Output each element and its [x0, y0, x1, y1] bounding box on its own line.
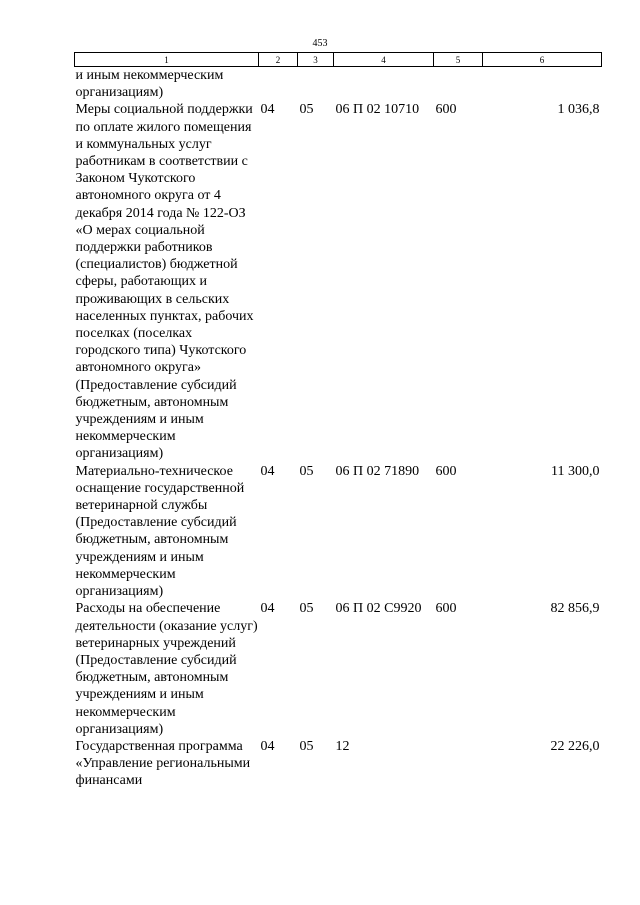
page-number: 453: [312, 38, 328, 49]
row-amount: 11 300,0: [551, 463, 600, 479]
row-section: 04: [260, 102, 275, 118]
table-row: [75, 600, 602, 738]
row-section: 04: [260, 601, 275, 617]
row-subsection: [298, 67, 334, 102]
row-subsection: 05: [299, 601, 314, 617]
row-name: Государственная программа «Управление региональными финансами: [75, 738, 251, 789]
row-target: 06 П 02 71890: [335, 463, 420, 479]
row-expense-type: 600: [435, 463, 457, 479]
budget-table: [74, 52, 602, 790]
table-header: [75, 53, 602, 67]
row-subsection: 05: [299, 463, 314, 479]
row-expense-type: 600: [435, 102, 457, 118]
row-name: Расходы на обеспечение деятельности (оказание услуг) ветеринарных учреждений (Предоставление субсидий бюджетным, автономным учреждениям и иным некоммерческим организациям): [75, 601, 258, 737]
row-section: [259, 67, 298, 102]
row-expense-type: [434, 67, 483, 102]
row-section: 04: [260, 463, 275, 479]
header-col-2: 2: [259, 53, 298, 67]
row-target: 06 П 02 С9920: [335, 601, 422, 617]
header-col-5: 5: [434, 53, 483, 67]
row-expense-type: [434, 738, 483, 790]
row-target: 12: [335, 738, 350, 754]
row-subsection: 05: [299, 738, 314, 754]
table-row: [75, 101, 602, 462]
table-body: [75, 67, 602, 790]
row-amount: 1 036,8: [557, 102, 600, 118]
row-name: и иным некоммерческим организациям): [75, 68, 224, 101]
row-amount: 82 856,9: [550, 601, 600, 617]
row-name: Меры социальной поддержки по оплате жилого помещения и коммунальных услуг работникам в соответствии с Законом Чукотского автономного округа от 4 декабря 2014 года № 122-ОЗ «О мерах социальной поддержки работников (специалистов) бюджетной сферы, работающих и проживающих в сельских населенных пунктах, рабочих поселках (поселках городского типа) Чукотского автономного округа» (Предоставление субсидий бюджетным, автономным учреждениям и иным некоммерческим организациям): [75, 102, 254, 462]
row-expense-type: 600: [435, 601, 457, 617]
header-col-3: 3: [298, 53, 334, 67]
row-amount: [483, 67, 602, 102]
row-name: Материально-техническое оснащение государственной ветеринарной службы (Предоставление субсидий бюджетным, автономным учреждениям и иным некоммерческим организациям): [75, 463, 245, 600]
header-col-6: 6: [483, 53, 602, 67]
table-row: [75, 67, 602, 102]
row-amount: 22 226,0: [550, 738, 600, 754]
header-col-4: 4: [334, 53, 434, 67]
table-row: [75, 463, 602, 601]
header-col-1: 1: [75, 53, 259, 67]
row-section: 04: [260, 738, 275, 754]
row-subsection: 05: [299, 102, 314, 118]
row-target: 06 П 02 10710: [335, 102, 420, 118]
header-row: [75, 53, 602, 67]
table-row: [75, 738, 602, 790]
row-target: [334, 67, 434, 102]
